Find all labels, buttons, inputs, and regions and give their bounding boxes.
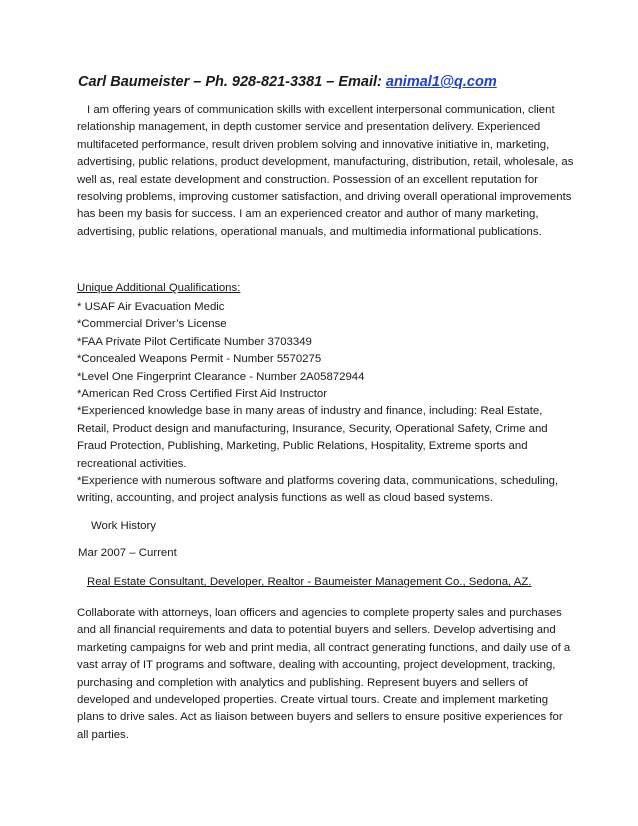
qualification-item: * USAF Air Evacuation Medic: [77, 301, 225, 313]
summary-text: I am offering years of communication skills with excellent interpersonal communication, client relationship management, in depth customer service and presentation delivery. Experienced multifaceted performance, result driven problem solving and innovative initiative in, marketing, advertising, public relations, product development, manufacturing, distribution, retail, wholesale, as well as, real estate development and construction. Possession of an excellent reputation for resolving problems, improving customer satisfaction, and driving overall operational improvements has been my basis for success. I am an experienced creator and author of many marketing, advertising, public relations, operational manuals, and multimedia informational publications.: [77, 104, 574, 238]
qualifications-list: [77, 299, 577, 508]
qualification-item: *Concealed Weapons Permit - Number 5570275: [77, 353, 322, 366]
job-title: Real Estate Consultant, Developer, Realtor - Baumeister Management Co., Sedona, AZ.: [87, 576, 532, 588]
email-link[interactable]: animal1@q.com: [385, 74, 497, 90]
qualification-item: *American Red Cross Certified First Aid Instructor: [77, 388, 328, 401]
qualification-item: *Level One Fingerprint Clearance - Number 2A05872944: [77, 370, 365, 383]
contact-header: [78, 74, 497, 90]
qualification-item: *Experienced knowledge base in many areas of industry and finance, including: Real Estate, Retail, Product design and manufacturing, Insurance, Security, Operational Safety, Crime and Fraud Protection, Publishing, Marketing, Public Relations, Hospitality, Extreme sports and recreational activities.: [77, 405, 548, 470]
job-date-range: Mar 2007 – Current: [78, 547, 177, 559]
qualification-item: *Commercial Driver’s License: [77, 318, 227, 331]
qualification-item: *Experience with numerous software and platforms covering data, communications, scheduling, writing, accounting, and project analysis functions as well as cloud based systems.: [77, 475, 559, 505]
work-history-heading: Work History: [91, 520, 156, 532]
summary-paragraph: [77, 102, 577, 241]
name-phone-text: Carl Baumeister – Ph. 928-821-3381 – Email:: [78, 74, 386, 90]
qualification-item: *FAA Private Pilot Certificate Number 3703349: [77, 335, 312, 348]
job-description: Collaborate with attorneys, loan officers and agencies to complete property sales and purchases and all financial requirements and data to potential buyers and sellers. Develop advertising and marketing campaigns for web and print media, all contract generating functions, and daily use of a vast array of IT programs and software, dealing with accounting, project development, tracking, purchasing and completion with analytics and publishing. Represent buyers and sellers of developed and undeveloped properties. Create virtual tours. Create and implement marketing plans to drive sales. Act as liaison between buyers and sellers to ensure positive experiences for all parties.: [77, 607, 571, 741]
qualifications-heading: Unique Additional Qualifications:: [77, 282, 241, 294]
